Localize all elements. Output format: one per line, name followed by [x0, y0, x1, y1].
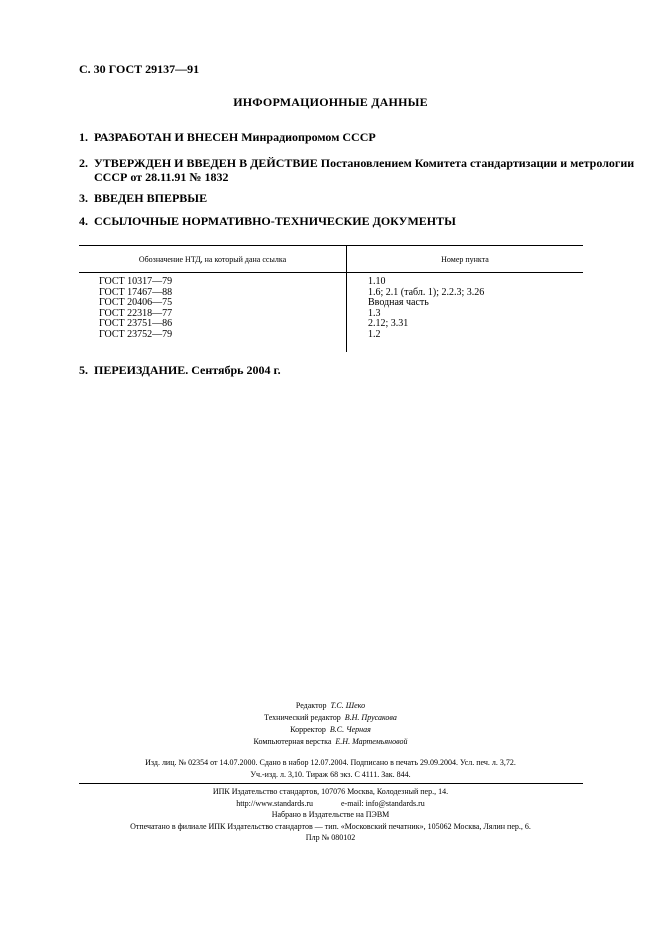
- imprint-line: Уч.-изд. л. 3,10. Тираж 68 экз. С 4111. Зак. 844.: [250, 769, 411, 779]
- imprint-publisher: [0, 786, 661, 844]
- item-number: 4.: [79, 214, 88, 228]
- credit-name: В.Н. Прусакова: [344, 713, 397, 722]
- table-header-rule: [79, 272, 583, 273]
- item-3: [79, 191, 207, 205]
- cell-clause: 1.10: [368, 276, 386, 287]
- imprint-publication: [0, 757, 661, 780]
- item-caption: ССЫЛОЧНЫЕ НОРМАТИВНО-ТЕХНИЧЕСКИЕ ДОКУМЕНТЫ: [94, 214, 456, 228]
- credit-name: Е.Н. Мартемьяновой: [335, 737, 408, 746]
- table-header-clause: Номер пункта: [441, 255, 489, 264]
- item-1: [79, 130, 376, 144]
- item-5: [79, 363, 281, 377]
- page-title: ИНФОРМАЦИОННЫЕ ДАННЫЕ: [233, 95, 428, 109]
- cell-document: ГОСТ 20406—75: [99, 297, 173, 308]
- cell-clause: 1.6; 2.1 (табл. 1); 2.2.3; 3.26: [368, 286, 485, 298]
- item-caption: УТВЕРЖДЕН И ВВЕДЕН В ДЕЙСТВИЕ: [94, 156, 318, 170]
- credit-label: Компьютерная верстка: [253, 737, 332, 746]
- credit-label: Корректор: [290, 725, 326, 734]
- table-row: [79, 319, 583, 330]
- credit-corrector: [0, 724, 661, 736]
- table-row: [79, 330, 583, 341]
- cell-document: ГОСТ 23752—79: [99, 328, 173, 340]
- table-row: [79, 298, 583, 309]
- item-text-continued: СССР от 28.11.91 № 1832: [94, 170, 229, 184]
- item-number: 3.: [79, 191, 88, 205]
- imprint-line: Набрано в Издательстве на ПЭВМ: [271, 810, 390, 819]
- credit-label: Редактор: [295, 701, 327, 710]
- credits-block: [0, 700, 661, 748]
- table-header-document: Обозначение НТД, на который дана ссылка: [138, 255, 287, 264]
- cell-clause: 2.12; 3.31: [368, 318, 409, 329]
- item-caption: ВВЕДЕН ВПЕРВЫЕ: [94, 191, 208, 205]
- page-header: С. 30 ГОСТ 29137—91: [79, 62, 200, 76]
- item-number: 2.: [79, 156, 88, 170]
- credit-tech-editor: [0, 712, 661, 724]
- item-4: [79, 214, 456, 228]
- credit-editor: [0, 700, 661, 712]
- table-row: [79, 277, 583, 288]
- table-body: [79, 277, 583, 340]
- item-text: Сентябрь 2004 г.: [191, 363, 281, 377]
- item-2: [79, 156, 634, 184]
- imprint-line: Плр № 080102: [305, 833, 356, 842]
- imprint-separator: [79, 783, 583, 784]
- item-caption: РАЗРАБОТАН И ВНЕСЕН: [94, 130, 239, 144]
- cell-clause: Вводная часть: [368, 297, 429, 308]
- item-text: Минрадиопромом СССР: [241, 130, 376, 144]
- item-text: Постановлением Комитета стандартизации и метрологии: [320, 156, 635, 170]
- cell-document: ГОСТ 10317—79: [99, 276, 173, 287]
- credit-name: Т.С. Шеко: [330, 701, 366, 710]
- credit-label: Технический редактор: [264, 713, 341, 722]
- table-top-rule: [79, 245, 583, 246]
- cell-document: ГОСТ 23751—86: [99, 318, 173, 329]
- cell-document: ГОСТ 17467—88: [99, 286, 173, 298]
- item-number: 1.: [79, 130, 88, 144]
- imprint-line: http://www.standards.ru e-mail: info@standards.ru: [236, 798, 425, 808]
- credit-name: В.С. Черная: [329, 725, 371, 734]
- credit-layout: [0, 736, 661, 748]
- cell-clause: 1.2: [368, 328, 381, 340]
- cell-document: ГОСТ 22318—77: [99, 307, 173, 319]
- imprint-line: Изд. лиц. № 02354 от 14.07.2000. Сдано в набор 12.07.2004. Подписано в печать 29.09.2004. Усл. печ. л. 3,72.: [145, 758, 516, 767]
- imprint-line: Отпечатано в филиале ИПК Издательство стандартов — тип. «Московский печатник», 105062 Москва, Лялин пер., 6.: [130, 821, 531, 831]
- item-number: 5.: [79, 363, 88, 377]
- imprint-line: ИПК Издательство стандартов, 107076 Москва, Колодезный пер., 14.: [212, 787, 449, 796]
- cell-clause: 1.3: [368, 307, 381, 319]
- item-caption: ПЕРЕИЗДАНИЕ.: [94, 363, 189, 377]
